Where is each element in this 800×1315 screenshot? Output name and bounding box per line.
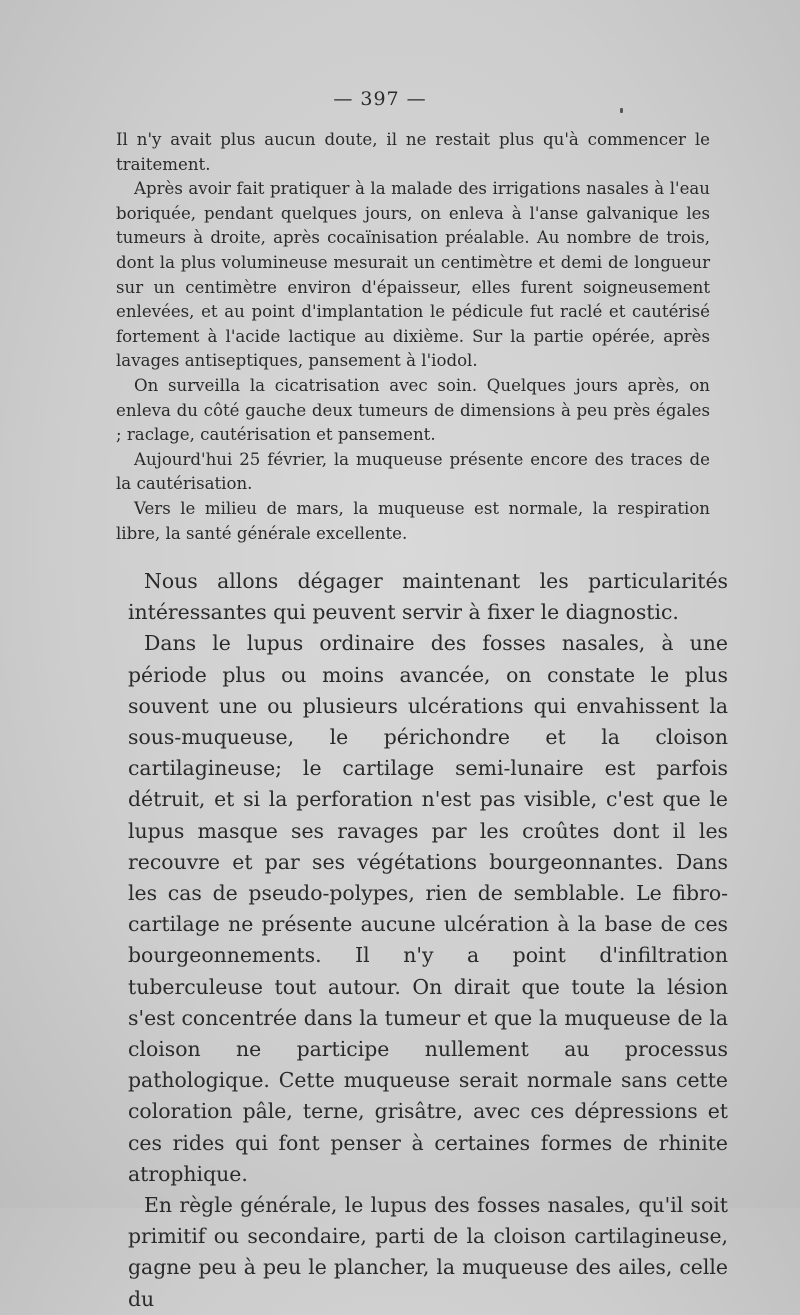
paragraph: En règle générale, le lupus des fosses nasales, qu'il soit primitif ou secondaire, parti de la cloison cartilagineuse, gagne peu à peu le plancher, la muqueuse des ailes, celle du	[128, 1193, 728, 1311]
discussion-section	[128, 566, 728, 1315]
page-number: — 397 —	[333, 88, 427, 110]
paragraph: Aujourd'hui 25 février, la muqueuse présente encore des traces de la cautérisation.	[116, 449, 710, 494]
ink-speck	[620, 108, 623, 113]
paragraph: Nous allons dégager maintenant les particularités intéressantes qui peuvent servir à fixer le diagnostic.	[128, 569, 728, 625]
paragraph: On surveilla la cicatrisation avec soin. Quelques jours après, on enleva du côté gauche deux tumeurs de dimensions à peu près égales ; raclage, cautérisation et pansement.	[116, 375, 710, 445]
paragraph: Vers le milieu de mars, la muqueuse est normale, la respiration libre, la santé générale excellente.	[116, 498, 710, 543]
paragraph: Il n'y avait plus aucun doute, il ne restait plus qu'à commencer le traitement.	[116, 130, 710, 174]
case-report-section	[116, 128, 710, 546]
paragraph: Dans le lupus ordinaire des fosses nasales, à une période plus ou moins avancée, on constate le plus souvent une ou plusieurs ulcérations qui envahissent la sous-muqueuse, le périchondre et la cloison cartilagineuse; le cartilage semi-lunaire est parfois détruit, et si la perforation n'est pas visible, c'est que le lupus masque ses ravages par les croûtes dont il les recouvre et par ses végétations bourgeonnantes. Dans les cas de pseudo-polypes, rien de semblable. Le fibro-cartilage ne présente aucune ulcération à la base de ces bourgeonnements. Il n'y a point d'infiltration tuberculeuse tout autour. On dirait que toute la lésion s'est concentrée dans la tumeur et que la muqueuse de la cloison ne participe nullement au processus pathologique. Cette muqueuse serait normale sans cette coloration pâle, terne, grisâtre, avec ces dépressions et ces rides qui font penser à certaines formes de rhinite atrophique.	[128, 631, 728, 1186]
paragraph: Après avoir fait pratiquer à la malade des irrigations nasales à l'eau boriquée, pendant quelques jours, on enleva à l'anse galvanique les tumeurs à droite, après cocaïnisation préalable. Au nombre de trois, dont la plus volumineuse mesurait un centimètre et demi de longueur sur un centimètre environ d'épaisseur, elles furent soigneusement enlevées, et au point d'implantation le pédicule fut raclé et cautérisé fortement à l'acide lactique au dixième. Sur la partie opérée, après lavages antiseptiques, pansement à l'iodol.	[116, 179, 710, 371]
